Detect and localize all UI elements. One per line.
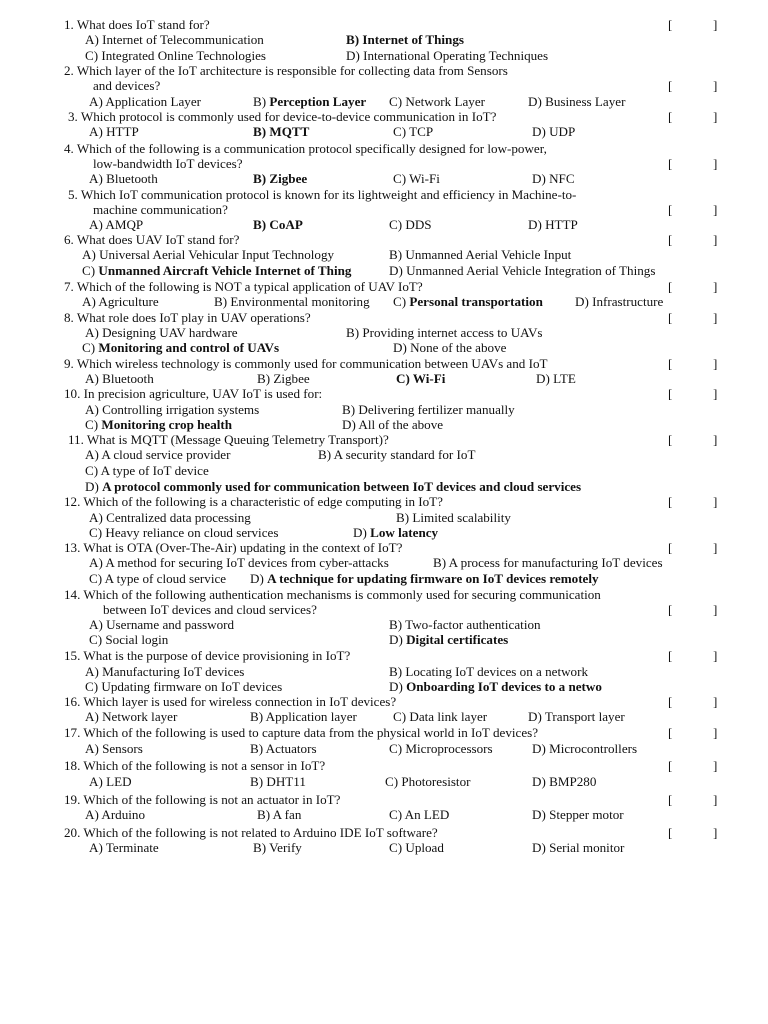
correct-option-text: Onboarding IoT devices to a netwo: [406, 679, 602, 694]
answer-bracket-open: [: [668, 156, 673, 171]
option-text: D) None of the above: [393, 340, 507, 355]
question-text: 6. What does UAV IoT stand for?: [64, 232, 240, 247]
answer-option: [433, 555, 663, 570]
correct-option-text: Digital certificates: [406, 632, 509, 647]
answer-option: [389, 807, 449, 822]
option-text: A) Network layer: [85, 709, 178, 724]
question-text: machine communication?: [93, 202, 228, 217]
question-text: 17. Which of the following is used to capture data from the physical world in IoT devices?: [64, 725, 539, 740]
answer-bracket-close: ]: [713, 725, 718, 740]
answer-bracket-open: [: [668, 758, 673, 773]
question-text: 14. Which of the following authentication mechanisms is commonly used for securing communication: [64, 587, 601, 602]
answer-option: [393, 340, 506, 355]
option-text: B) Delivering fertilizer manually: [342, 402, 515, 417]
question-text: 2. Which layer of the IoT architecture is responsible for collecting data from Sensors: [64, 63, 508, 78]
option-text: C) A type of cloud service: [89, 571, 227, 586]
answer-option: [346, 32, 464, 47]
option-text: D) LTE: [536, 371, 576, 386]
answer-option: [389, 840, 444, 855]
answer-option: [250, 571, 599, 586]
option-text: A) A cloud service provider: [85, 447, 231, 462]
correct-option-text: Unmanned Aircraft Vehicle Internet of Thing: [98, 263, 352, 278]
answer-bracket-close: ]: [713, 279, 718, 294]
option-text: A) Manufacturing IoT devices: [85, 664, 245, 679]
option-letter: C): [85, 417, 102, 432]
question-text: 16. Which layer is used for wireless connection in IoT devices?: [64, 694, 397, 709]
correct-option-text: Perception Layer: [269, 94, 367, 109]
option-text: A) Controlling irrigation systems: [85, 402, 260, 417]
answer-option: [532, 741, 637, 756]
answer-option: [89, 171, 158, 186]
option-text: C) TCP: [393, 124, 434, 139]
answer-bracket-open: [: [668, 825, 673, 840]
option-text: D) All of the above: [342, 417, 444, 432]
answer-option: [318, 447, 475, 462]
answer-option: [82, 247, 334, 262]
answer-option: [389, 664, 588, 679]
option-text: B) Providing internet access to UAVs: [346, 325, 543, 340]
answer-bracket-open: [: [668, 725, 673, 740]
option-text: D) Microcontrollers: [532, 741, 638, 756]
answer-bracket-close: ]: [713, 78, 718, 93]
question-text: 4. Which of the following is a communication protocol specifically designed for low-power,: [64, 141, 547, 156]
option-text: A) Terminate: [89, 840, 159, 855]
answer-bracket-close: ]: [713, 792, 718, 807]
correct-option-text: B) Internet of Things: [346, 32, 464, 47]
option-text: A) Internet of Telecommunication: [85, 32, 264, 47]
option-text: A) Universal Aerial Vehicular Input Technology: [82, 247, 335, 262]
answer-option: [85, 664, 244, 679]
answer-bracket-open: [: [668, 356, 673, 371]
answer-bracket-open: [: [668, 17, 673, 32]
option-text: C) Upload: [389, 840, 444, 855]
option-letter: C): [82, 340, 99, 355]
answer-option: [85, 447, 230, 462]
option-text: C) Updating firmware on IoT devices: [85, 679, 283, 694]
answer-option: [89, 840, 159, 855]
correct-option-text: Low latency: [370, 525, 439, 540]
answer-option: [257, 807, 301, 822]
answer-bracket-close: ]: [713, 109, 718, 124]
question-text: 7. Which of the following is NOT a typical application of UAV IoT?: [64, 279, 423, 294]
option-text: D) Serial monitor: [532, 840, 625, 855]
option-text: C) Data link layer: [393, 709, 488, 724]
question-text: 3. Which protocol is commonly used for device-to-device communication in IoT?: [68, 109, 497, 124]
answer-bracket-open: [: [668, 232, 673, 247]
answer-option: [253, 124, 309, 139]
answer-bracket-open: [: [668, 694, 673, 709]
answer-option: [253, 171, 307, 186]
option-text: D) Transport layer: [528, 709, 625, 724]
option-text: C) A type of IoT device: [85, 463, 209, 478]
answer-option: [82, 263, 351, 278]
answer-option: [393, 294, 543, 309]
option-letter: C): [82, 263, 99, 278]
answer-option: [353, 525, 438, 540]
option-text: C) Photoresistor: [385, 774, 471, 789]
option-text: A) Centralized data processing: [89, 510, 251, 525]
option-text: B) Application layer: [250, 709, 357, 724]
question-text: 1. What does IoT stand for?: [64, 17, 210, 32]
option-letter: D): [389, 632, 407, 647]
answer-option: [342, 402, 515, 417]
answer-option: [250, 774, 306, 789]
answer-option: [89, 555, 389, 570]
answer-option: [257, 371, 310, 386]
answer-bracket-open: [: [668, 109, 673, 124]
option-text: A) Bluetooth: [85, 371, 154, 386]
question-text: 8. What role does IoT play in UAV operations?: [64, 310, 311, 325]
question-text: 9. Which wireless technology is commonly used for communication between UAVs and IoT: [64, 356, 548, 371]
answer-option: [253, 217, 303, 232]
answer-option: [85, 402, 259, 417]
option-text: A) Arduino: [85, 807, 146, 822]
answer-option: [89, 94, 201, 109]
answer-option: [528, 709, 625, 724]
option-text: C) Heavy reliance on cloud services: [89, 525, 279, 540]
answer-option: [85, 32, 264, 47]
answer-option: [85, 479, 581, 494]
question-text: 15. What is the purpose of device provisioning in IoT?: [64, 648, 351, 663]
option-text: A) AMQP: [89, 217, 144, 232]
answer-option: [85, 325, 238, 340]
question-text: 20. Which of the following is not related to Arduino IDE IoT software?: [64, 825, 438, 840]
answer-option: [85, 417, 232, 432]
question-text: and devices?: [93, 78, 161, 93]
option-text: B) A process for manufacturing IoT devices: [433, 555, 663, 570]
answer-option: [385, 774, 470, 789]
answer-bracket-close: ]: [713, 17, 718, 32]
answer-bracket-open: [: [668, 202, 673, 217]
answer-option: [214, 294, 370, 309]
option-text: B) Two-factor authentication: [389, 617, 541, 632]
answer-option: [82, 294, 159, 309]
question-text: low-bandwidth IoT devices?: [93, 156, 243, 171]
answer-bracket-close: ]: [713, 694, 718, 709]
answer-option: [89, 124, 139, 139]
option-text: C) An LED: [389, 807, 450, 822]
answer-bracket-open: [: [668, 602, 673, 617]
question-text: 18. Which of the following is not a sensor in IoT?: [64, 758, 326, 773]
correct-option-text: B) MQTT: [253, 124, 310, 139]
option-text: D) Infrastructure: [575, 294, 664, 309]
answer-option: [396, 371, 445, 386]
option-text: A) HTTP: [89, 124, 139, 139]
answer-option: [389, 741, 493, 756]
answer-option: [89, 632, 168, 647]
answer-option: [89, 525, 278, 540]
option-text: B) DHT11: [250, 774, 306, 789]
answer-option: [253, 840, 302, 855]
answer-bracket-close: ]: [713, 310, 718, 325]
correct-option-text: B) Zigbee: [253, 171, 308, 186]
answer-option: [85, 48, 266, 63]
answer-option: [389, 217, 432, 232]
option-text: B) A fan: [257, 807, 302, 822]
option-text: A) Designing UAV hardware: [85, 325, 238, 340]
question-text: 10. In precision agriculture, UAV IoT is used for:: [64, 386, 323, 401]
question-text: 19. Which of the following is not an actuator in IoT?: [64, 792, 341, 807]
answer-bracket-open: [: [668, 792, 673, 807]
option-text: A) Agriculture: [82, 294, 159, 309]
answer-option: [89, 217, 143, 232]
answer-option: [393, 709, 487, 724]
correct-option-text: Monitoring crop health: [101, 417, 233, 432]
option-text: A) Username and password: [89, 617, 235, 632]
answer-bracket-close: ]: [713, 648, 718, 663]
option-text: D) HTTP: [528, 217, 578, 232]
answer-option: [89, 510, 251, 525]
answer-bracket-close: ]: [713, 494, 718, 509]
question-text: 13. What is OTA (Over-The-Air) updating in the context of IoT?: [64, 540, 403, 555]
option-text: D) Business Layer: [528, 94, 626, 109]
answer-option: [532, 171, 575, 186]
answer-option: [389, 679, 602, 694]
answer-option: [85, 463, 209, 478]
option-text: D) NFC: [532, 171, 575, 186]
answer-bracket-open: [: [668, 78, 673, 93]
option-text: D) BMP280: [532, 774, 597, 789]
answer-option: [393, 171, 440, 186]
question-text: 5. Which IoT communication protocol is known for its lightweight and efficiency in Machine-to-: [68, 187, 577, 202]
option-text: A) Sensors: [85, 741, 143, 756]
option-text: C) Network Layer: [389, 94, 485, 109]
answer-option: [253, 94, 366, 109]
answer-bracket-open: [: [668, 432, 673, 447]
answer-bracket-close: ]: [713, 386, 718, 401]
answer-option: [85, 679, 282, 694]
option-text: B) Environmental monitoring: [214, 294, 370, 309]
answer-bracket-open: [: [668, 310, 673, 325]
correct-option-text: A technique for updating firmware on IoT devices remotely: [267, 571, 599, 586]
option-letter: D): [250, 571, 268, 586]
answer-bracket-open: [: [668, 279, 673, 294]
option-text: B) A security standard for IoT: [318, 447, 476, 462]
option-text: B) Locating IoT devices on a network: [389, 664, 589, 679]
answer-option: [389, 94, 485, 109]
option-text: A) LED: [89, 774, 132, 789]
option-letter: D): [353, 525, 371, 540]
answer-option: [346, 48, 548, 63]
answer-option: [536, 371, 576, 386]
option-text: B) Unmanned Aerial Vehicle Input: [389, 247, 572, 262]
answer-bracket-close: ]: [713, 540, 718, 555]
answer-option: [532, 774, 596, 789]
answer-bracket-close: ]: [713, 602, 718, 617]
option-text: D) International Operating Techniques: [346, 48, 549, 63]
answer-option: [389, 247, 571, 262]
answer-option: [389, 617, 541, 632]
option-text: B) Zigbee: [257, 371, 310, 386]
answer-option: [85, 371, 154, 386]
option-text: A) A method for securing IoT devices from cyber-attacks: [89, 555, 389, 570]
answer-option: [85, 807, 145, 822]
answer-bracket-close: ]: [713, 825, 718, 840]
answer-bracket-close: ]: [713, 432, 718, 447]
answer-bracket-open: [: [668, 494, 673, 509]
answer-option: [342, 417, 443, 432]
option-text: A) Application Layer: [89, 94, 201, 109]
option-text: B) Actuators: [250, 741, 317, 756]
option-text: D) Stepper motor: [532, 807, 624, 822]
option-text: C) Integrated Online Technologies: [85, 48, 267, 63]
correct-option-text: A protocol commonly used for communication between IoT devices and cloud services: [102, 479, 582, 494]
answer-bracket-open: [: [668, 386, 673, 401]
question-text: 11. What is MQTT (Message Queuing Telemetry Transport)?: [68, 432, 389, 447]
answer-option: [396, 510, 511, 525]
answer-option: [389, 263, 655, 278]
option-letter: D): [389, 679, 407, 694]
answer-option: [528, 217, 578, 232]
answer-bracket-close: ]: [713, 758, 718, 773]
question-text: between IoT devices and cloud services?: [103, 602, 317, 617]
answer-option: [532, 807, 624, 822]
answer-bracket-open: [: [668, 648, 673, 663]
answer-bracket-close: ]: [713, 156, 718, 171]
answer-option: [532, 124, 575, 139]
answer-bracket-close: ]: [713, 356, 718, 371]
answer-option: [82, 340, 279, 355]
answer-option: [85, 741, 143, 756]
option-text: B) Limited scalability: [396, 510, 511, 525]
answer-option: [346, 325, 543, 340]
question-text: 12. Which of the following is a characteristic of edge computing in IoT?: [64, 494, 443, 509]
option-text: D) UDP: [532, 124, 576, 139]
option-text: D) Unmanned Aerial Vehicle Integration of Things: [389, 263, 656, 278]
answer-option: [532, 840, 624, 855]
option-text: C) Microprocessors: [389, 741, 493, 756]
option-letter: D): [85, 479, 103, 494]
answer-bracket-close: ]: [713, 232, 718, 247]
answer-option: [250, 709, 357, 724]
correct-option-text: Monitoring and control of UAVs: [98, 340, 280, 355]
correct-option-text: Personal transportation: [409, 294, 543, 309]
answer-option: [528, 94, 625, 109]
option-letter: C): [393, 294, 410, 309]
answer-bracket-close: ]: [713, 202, 718, 217]
answer-option: [393, 124, 433, 139]
answer-option: [575, 294, 663, 309]
option-text: A) Bluetooth: [89, 171, 158, 186]
answer-option: [89, 571, 226, 586]
option-text: C) Social login: [89, 632, 169, 647]
answer-option: [389, 632, 508, 647]
answer-option: [85, 709, 177, 724]
option-letter: B): [253, 94, 270, 109]
option-text: C) DDS: [389, 217, 432, 232]
answer-bracket-open: [: [668, 540, 673, 555]
correct-option-text: C) Wi-Fi: [396, 371, 446, 386]
option-text: B) Verify: [253, 840, 302, 855]
correct-option-text: B) CoAP: [253, 217, 303, 232]
answer-option: [250, 741, 317, 756]
answer-option: [89, 617, 234, 632]
option-text: C) Wi-Fi: [393, 171, 440, 186]
answer-option: [89, 774, 132, 789]
